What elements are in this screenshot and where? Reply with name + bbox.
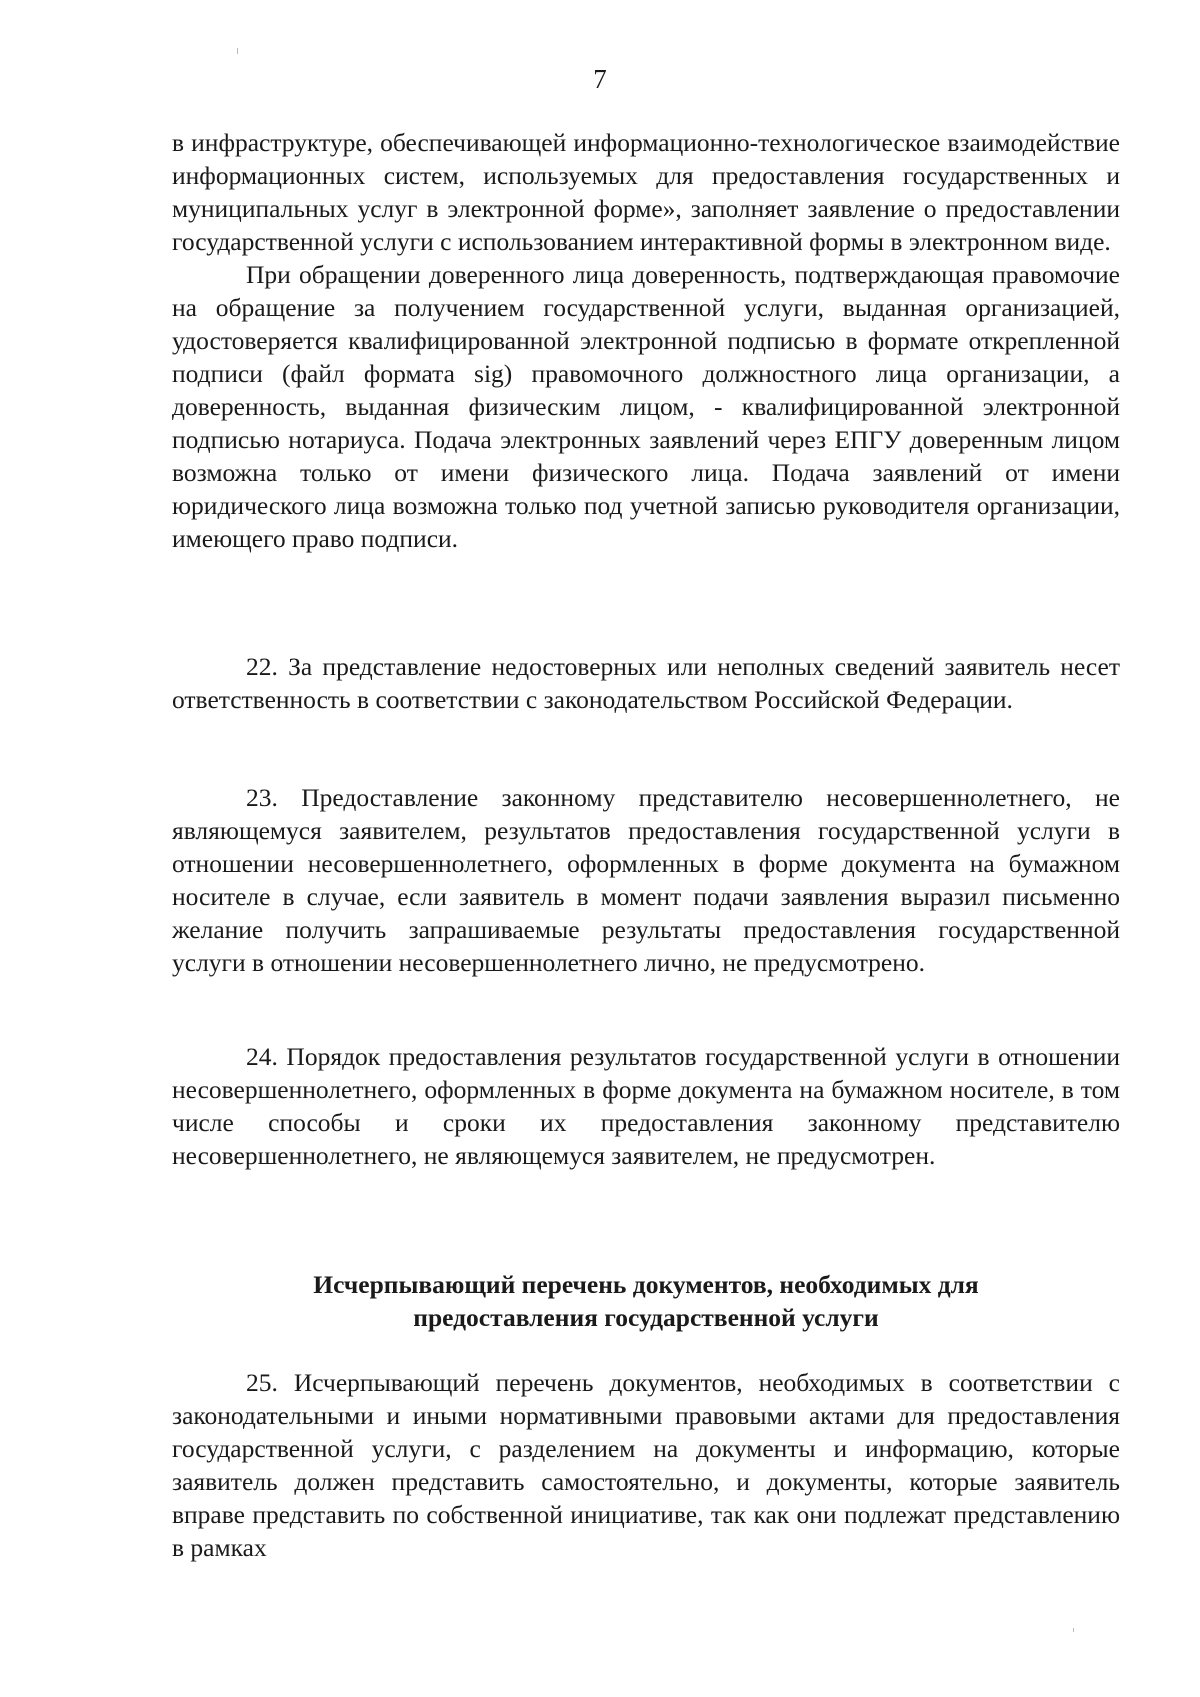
- section-heading-line-1: Исчерпывающий перечень документов, необходимых для: [313, 1270, 979, 1299]
- text-block-24: [172, 1040, 1120, 1172]
- page-number: 7: [593, 64, 607, 94]
- paragraph-trustee: При обращении доверенного лица доверенность, подтверждающая правомочие на обращение за получением государственной услуги, выданная организацией, удостоверяется квалифицированной электронной подписью в формате открепленной подписи (файл формата sig) правомочного должностного лица организации, а доверенность, выданная физическим лицом, - квалифицированной электронной подписью нотариуса. Подача электронных заявлений через ЕПГУ доверенным лицом возможна только от имени физического лица. Подача заявлений от имени юридического лица возможна только под учетной записью руководителя организации, имеющего право подписи.: [172, 260, 1120, 553]
- text-block-23: [172, 781, 1120, 979]
- text-block-22: [172, 650, 1120, 716]
- text-block-25: [172, 1366, 1120, 1564]
- scan-speck: [1073, 1628, 1074, 1632]
- section-heading: [172, 1268, 1120, 1334]
- scan-speck: [237, 48, 238, 54]
- paragraph-24: 24. Порядок предоставления результатов государственной услуги в отношении несовершеннолетнего, оформленных в форме документа на бумажном носителе, в том числе способы и сроки их предоставления законному представителю несовершеннолетнего, не являющемуся заявителем, не предусмотрен.: [172, 1042, 1120, 1170]
- paragraph-23: 23. Предоставление законному представителю несовершеннолетнего, не являющемуся заявителем, результатов предоставления государственной услуги в отношении несовершеннолетнего, оформленных в форме документа на бумажном носителе в случае, если заявитель в момент подачи заявления выразил письменно желание получить запрашиваемые результаты предоставления государственной услуги в отношении несовершеннолетнего лично, не предусмотрено.: [172, 783, 1120, 977]
- paragraph-22: 22. За представление недостоверных или неполных сведений заявитель несет ответственность в соответствии с законодательством Российской Федерации.: [172, 652, 1120, 714]
- text-block-top: [172, 126, 1120, 555]
- section-heading-line-2: предоставления государственной услуги: [413, 1303, 879, 1332]
- paragraph-25: 25. Исчерпывающий перечень документов, необходимых в соответствии с законодательными и иными нормативными правовыми актами для предоставления государственной услуги, с разделением на документы и информацию, которые заявитель должен представить самостоятельно, и документы, которые заявитель вправе представить по собственной инициативе, так как они подлежат представлению в рамках: [172, 1368, 1120, 1562]
- paragraph-intro: в инфраструктуре, обеспечивающей информационно-технологическое взаимодействие информационных систем, используемых для предоставления государственных и муниципальных услуг в электронной форме», заполняет заявление о предоставлении государственной услуги с использованием интерактивной формы в электронном виде.: [172, 128, 1120, 256]
